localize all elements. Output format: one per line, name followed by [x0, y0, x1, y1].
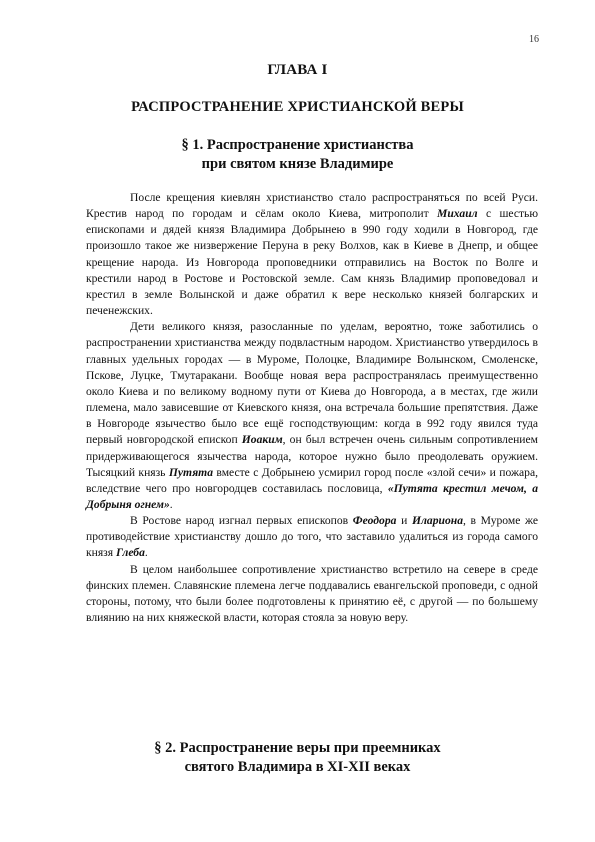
paragraph [86, 190, 538, 319]
chapter-label: ГЛАВА I [267, 62, 328, 78]
text-run: Дети великого князя, разосланные по уделам, вероятно, тоже заботились о распространении христианства между подвластным народом. Христианство утвердилось в главных удельных городах — в Муроме, Полоцке, Владимире Волынском, Смоленске, Пскове, Луцке, Тмутаракани. Вообще новая вера распространялась преимущественно около Киева и по великому водному пути от Киева до Новгорода, а в местах, где жили племена, мало зависевшие от Киевского князя, она встречала большие препятствия. Даже в Новгороде язычество было все ещё господствующим: когда в 992 году явился туда первый новгородской епископ [86, 320, 538, 447]
emphasis [169, 466, 213, 479]
page-number: 16 [529, 34, 539, 45]
section-1-heading [0, 136, 595, 174]
emphasized-name: «Путята крестил мечом, а Добрыня огнем» [86, 481, 538, 511]
text-run: вместе с Добрынею усмирил город после «злой сечи» и пожара, вследствие чего про новгородцев составилась пословица, [86, 465, 538, 495]
section-2-heading-line1: § 2. Распространение веры при преемниках [154, 740, 441, 756]
emphasized-name: Илариона [411, 514, 463, 528]
text-run: . [169, 497, 173, 511]
section-1-heading-line2: при святом князе Владимире [201, 156, 394, 172]
emphasized-name: Феодора [352, 514, 397, 528]
chapter-title: РАСПРОСТРАНЕНИЕ ХРИСТИАНСКОЙ ВЕРЫ [131, 99, 464, 115]
emphasis [116, 546, 145, 559]
emphasis [242, 433, 283, 446]
emphasized-name: Иоаким [241, 433, 283, 447]
text-run: , он был встречен очень сильным сопротивлением придерживающегося язычества народа, которое нужно было преодолевать оружием. Тысяцкий князь [86, 433, 538, 479]
text-run: В целом наибольшее сопротивление христианство встретило на севере в среде финских племен. Славянские племена легче поддавались евангельской проповеди, с одной стороны, потому, что были более подготовлены к принятию её, с другой — по большему влиянию на них княжеской власти, которая стояла за новую веру. [86, 562, 538, 625]
text-run: После крещения киевлян христианство стало распространяться по всей Руси. Крестив народ по городам и сёлам около Киева, митрополит [86, 191, 538, 221]
emphasis [437, 207, 478, 220]
emphasized-name: Путята [168, 465, 214, 479]
section-1-heading-line1: § 1. Распространение христианства [181, 137, 414, 153]
emphasized-name: Михаил [437, 207, 478, 221]
text-run: и [396, 514, 412, 528]
paragraph [86, 562, 538, 627]
text-run: с шестью епископами и дядей князя Владимира Добрынею в 990 году ходили в Новгород, где произошло такое же низвержение Перуна в реку Волхов, как в Киеве в Днепр, и общее крещение народа. Из Новгорода проповедники отправились на Восток по Волге и крестили народ в Ростове и Ростовской земле. Сам князь Владимир проповедовал и крестил в земле Волынской и даже обратил к вере несколько князей болгарских и печенежских. [86, 207, 539, 318]
text-run: , в Муроме же противодействие христианству дошло до того, что заставило удалиться из города самого князя [86, 514, 538, 560]
emphasis [412, 514, 463, 527]
section-2-heading-line2: святого Владимира в XI-XII веках [184, 759, 411, 775]
emphasis [353, 514, 397, 527]
section-2-heading [0, 739, 595, 777]
text-run: . [144, 546, 148, 560]
emphasized-name: Глеба [115, 546, 145, 560]
paragraph [86, 513, 538, 561]
paragraph [86, 319, 538, 513]
text-run: В Ростове народ изгнал первых епископов [130, 514, 353, 528]
section-1-body [86, 190, 538, 626]
